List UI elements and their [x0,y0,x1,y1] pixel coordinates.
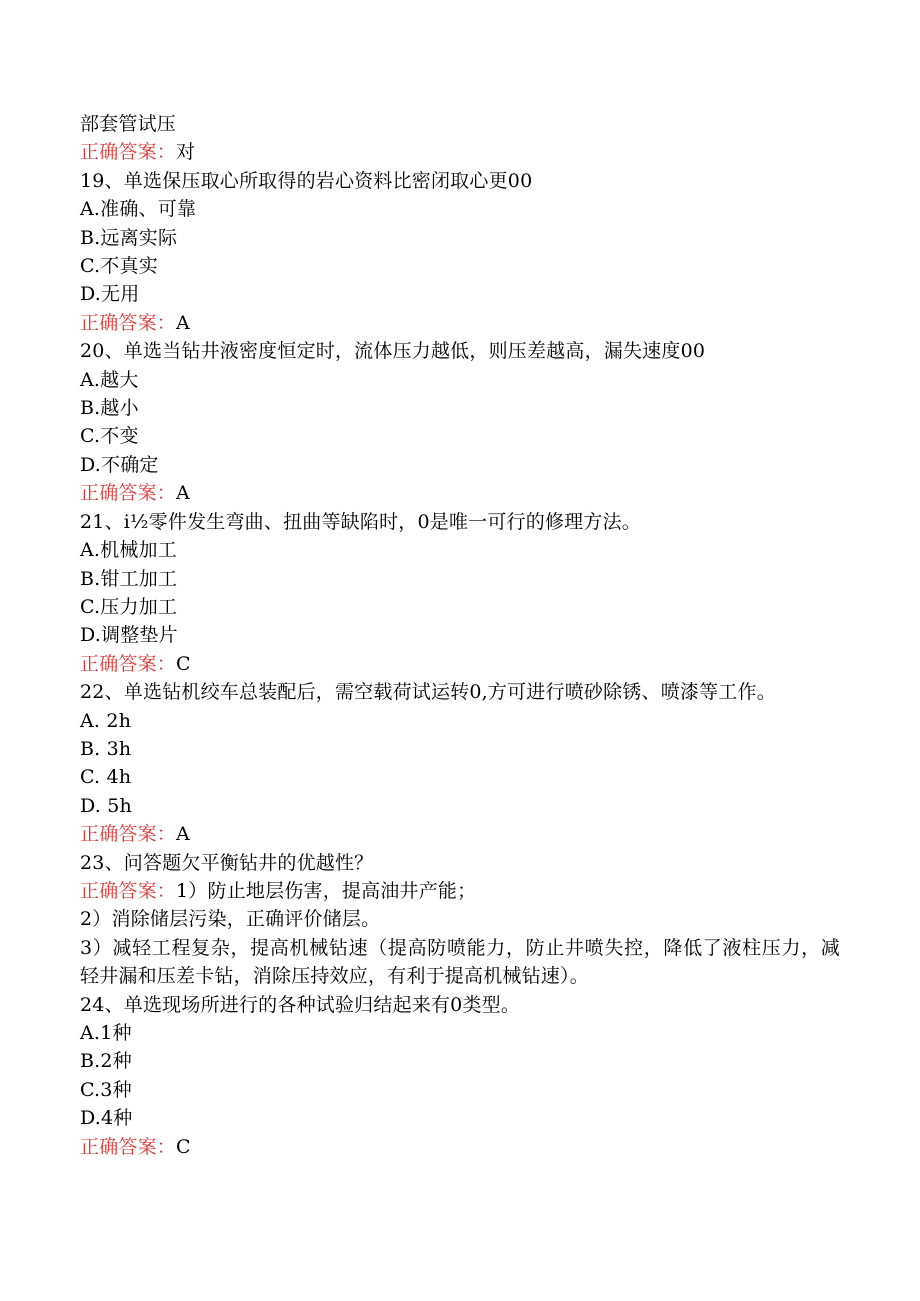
answer-label: 正确答案： [80,141,177,164]
option-a: A. 2h [80,709,132,732]
option-c: C. 4h [80,766,132,789]
answer-line [80,820,840,848]
option-b: B.远离实际 [80,226,178,249]
option-d: D.不确定 [80,453,159,476]
answer-line [80,479,840,507]
option-d: D. 5h [80,794,132,817]
answer-value: C [176,1135,191,1158]
answer-value: A [176,311,190,334]
option-d: D.无用 [80,283,140,306]
option-d: D.调整垫片 [80,624,178,647]
answer-value: 对 [176,141,196,164]
answer-line [80,1133,840,1161]
option-a: A.1种 [80,1022,132,1044]
text-line: 部套管试压 [80,113,177,135]
option-d: D.4种 [80,1107,133,1130]
question-19: 19、单选保压取心所取得的岩心资料比密闭取心更00 [80,169,533,192]
question-24: 24、单选现场所进行的各种试验归结起来有0类型。 [80,993,521,1016]
option-b: B.钳工加工 [80,567,178,590]
answer-point-3: 3）减轻工程复杂，提高机械钻速（提高防喷能力，防止井喷失控，降低了液柱压力，减轻井漏和压差卡钻，消除压持效应，有利于提高机械钻速）。 [80,936,840,988]
option-a: A.准确、可靠 [80,198,197,221]
answer-label: 正确答案： [80,482,177,505]
option-b: B. 3h [80,737,132,760]
option-a: A.机械加工 [80,539,177,562]
document-page [80,110,840,1161]
answer-line [80,138,840,166]
option-b: B.越小 [80,397,139,420]
question-22: 22、单选钻机绞车总装配后，需空载荷试运转0,方可进行喷砂除锈、喷漆等工作。 [80,681,776,704]
option-b: B.2种 [80,1050,132,1073]
answer-line [80,650,840,678]
question-20: 20、单选当钻井液密度恒定时，流体压力越低，则压差越高，漏失速度00 [80,340,706,363]
answer-value: 1）防止地层伤害，提高油井产能； [176,879,477,902]
answer-line [80,309,840,337]
answer-value: C [176,652,191,675]
option-a: A.越大 [80,368,139,391]
answer-value: A [176,823,190,846]
answer-label: 正确答案： [80,311,177,334]
option-c: C.3种 [80,1078,132,1101]
answer-label: 正确答案： [80,823,177,846]
question-23: 23、问答题欠平衡钻井的优越性？ [80,851,374,874]
answer-point-2: 2）消除储层污染，正确评价储层。 [80,908,381,931]
option-c: C.不真实 [80,255,158,278]
answer-label: 正确答案： [80,1135,177,1158]
answer-label: 正确答案： [80,879,177,902]
answer-label: 正确答案： [80,652,177,675]
answer-line [80,877,840,905]
answer-value: A [176,482,190,505]
question-21: 21、i½零件发生弯曲、扭曲等缺陷时，0是唯一可行的修理方法。 [80,510,641,533]
option-c: C.压力加工 [80,595,178,618]
option-c: C.不变 [80,425,139,448]
